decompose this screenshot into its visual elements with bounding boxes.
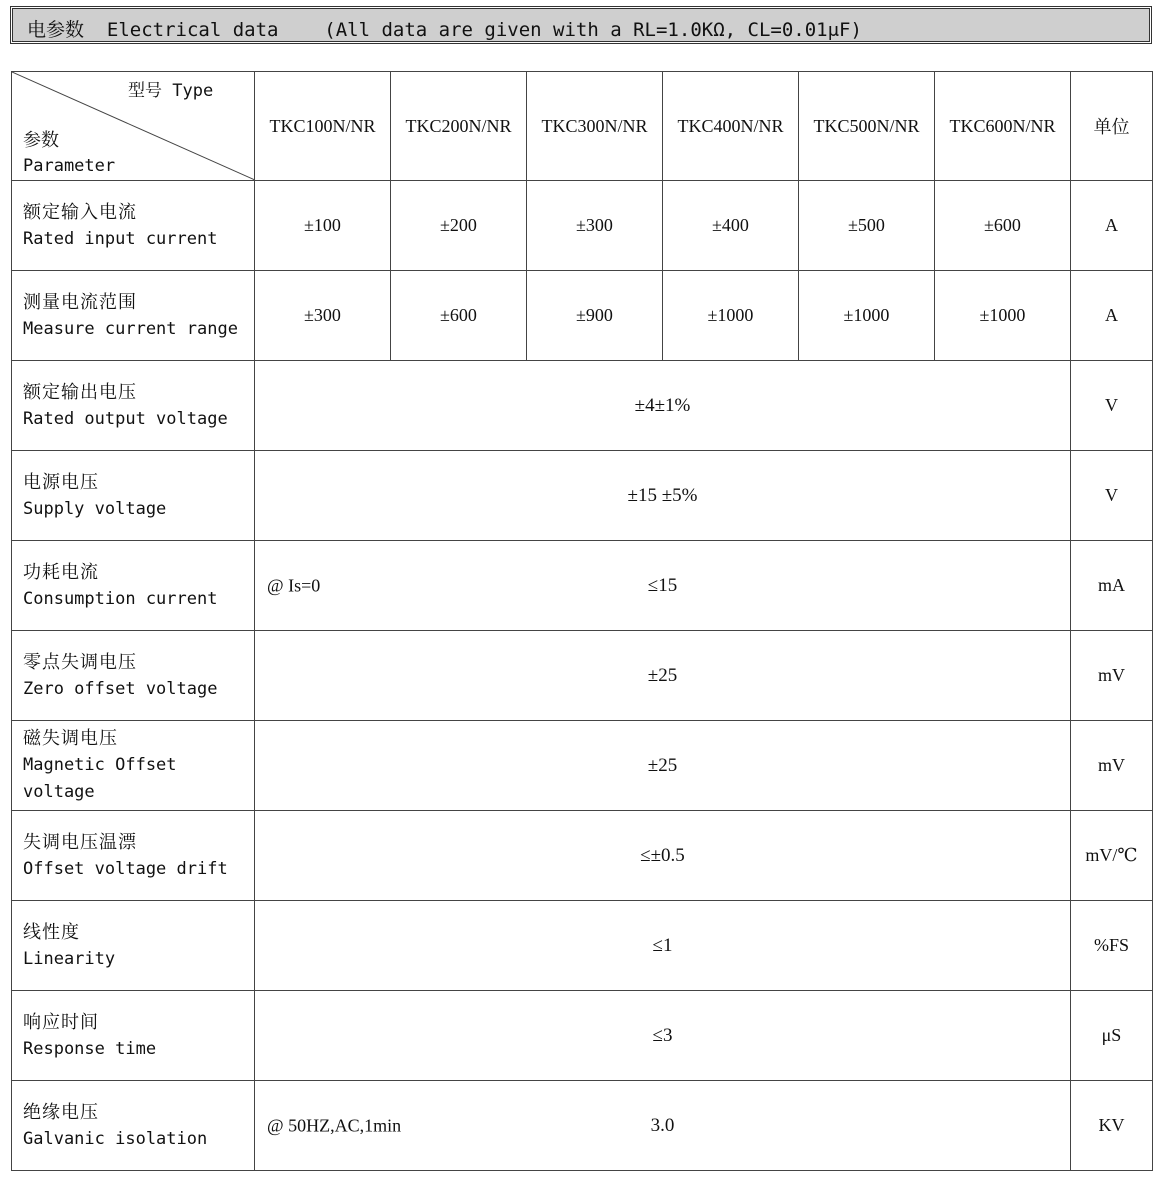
value-cell: ±200 [391, 181, 527, 271]
type-label-cn: 型号 [128, 81, 162, 101]
merged-value-cell [255, 991, 1071, 1081]
electrical-data-table [11, 71, 1153, 1171]
unit-cell: A [1071, 271, 1153, 361]
title-note: (All data are given with a RL=1.0KΩ, CL=0.01μF) [324, 19, 862, 41]
merged-value-cell [255, 631, 1071, 721]
value-cell: ±1000 [935, 271, 1071, 361]
value-cell: ±300 [527, 181, 663, 271]
parameter-name-cn: 零点失调电压 [23, 651, 137, 673]
parameter-cell [12, 271, 255, 361]
section-title-bar [12, 8, 1150, 42]
parameter-cell [12, 991, 255, 1081]
parameter-name-en: Response time [23, 1038, 157, 1059]
parameter-name-cn: 磁失调电压 [23, 728, 118, 749]
table-row [12, 361, 1153, 451]
parameter-name-cn: 线性度 [23, 921, 80, 943]
unit-cell: mV [1071, 721, 1153, 811]
parameter-cell [12, 631, 255, 721]
merged-value-cell [255, 1081, 1071, 1171]
parameter-name-cn: 绝缘电压 [23, 1101, 99, 1123]
unit-cell: V [1071, 451, 1153, 541]
parameter-name-en: Galvanic isolation [23, 1128, 208, 1149]
table-row [12, 991, 1153, 1081]
merged-value-cell [255, 361, 1071, 451]
parameter-label-en: Parameter [23, 156, 116, 176]
value-cell: ±1000 [663, 271, 799, 361]
parameter-name-en: Rated output voltage [23, 408, 228, 429]
parameter-name-en: Magnetic Offset voltage [23, 755, 177, 802]
parameter-name-cn: 电源电压 [23, 471, 99, 493]
header-row [12, 72, 1153, 181]
unit-cell: mA [1071, 541, 1153, 631]
parameter-label-cn: 参数 [23, 130, 59, 151]
merged-value-cell [255, 811, 1071, 901]
parameter-cell [12, 451, 255, 541]
value-text: ≤1 [652, 934, 673, 956]
table-row [12, 181, 1153, 271]
value-cell: ±300 [255, 271, 391, 361]
title-cn: 电参数 [27, 19, 85, 41]
model-header: TKC400N/NR [663, 72, 799, 181]
parameter-cell [12, 721, 255, 811]
table-row [12, 451, 1153, 541]
value-cell: ±1000 [799, 271, 935, 361]
value-text: ±4±1% [634, 394, 691, 416]
table-row [12, 811, 1153, 901]
model-header: TKC500N/NR [799, 72, 935, 181]
value-text: ≤±0.5 [640, 844, 685, 866]
value-text: ±25 [647, 754, 678, 776]
unit-cell: A [1071, 181, 1153, 271]
parameter-name-cn: 失调电压温漂 [23, 831, 137, 853]
parameter-name-cn: 功耗电流 [23, 561, 99, 583]
header-corner-cell [12, 72, 255, 181]
table-row [12, 271, 1153, 361]
test-condition: @ Is=0 [267, 575, 321, 595]
merged-value-cell [255, 721, 1071, 811]
type-label [128, 76, 213, 101]
unit-cell: V [1071, 361, 1153, 451]
type-label-en: Type [172, 81, 214, 101]
parameter-name-cn: 额定输出电压 [23, 381, 137, 403]
parameter-name-en: Consumption current [23, 588, 218, 609]
unit-cell: μS [1071, 991, 1153, 1081]
model-header: TKC300N/NR [527, 72, 663, 181]
parameter-cell [12, 811, 255, 901]
value-cell: ±600 [935, 181, 1071, 271]
table-row [12, 541, 1153, 631]
table-row [12, 721, 1153, 811]
unit-cell: mV/℃ [1071, 811, 1153, 901]
table-row [12, 1081, 1153, 1171]
section-title [27, 15, 862, 42]
merged-value-cell [255, 541, 1071, 631]
value-text: ≤3 [652, 1024, 673, 1046]
parameter-name-en: Zero offset voltage [23, 678, 218, 699]
value-cell: ±400 [663, 181, 799, 271]
merged-value-cell [255, 451, 1071, 541]
table-row [12, 901, 1153, 991]
value-cell: ±600 [391, 271, 527, 361]
parameter-cell [12, 361, 255, 451]
title-en: Electrical data [106, 19, 279, 41]
parameter-name-en: Supply voltage [23, 498, 167, 519]
parameter-name-en: Linearity [23, 948, 116, 969]
model-header: TKC200N/NR [391, 72, 527, 181]
table-row [12, 631, 1153, 721]
parameter-name-cn: 响应时间 [23, 1011, 99, 1033]
parameter-name-cn: 测量电流范围 [23, 291, 137, 313]
model-header: TKC600N/NR [935, 72, 1071, 181]
merged-value-cell [255, 901, 1071, 991]
value-cell: ±100 [255, 181, 391, 271]
value-cell: ±900 [527, 271, 663, 361]
value-text: ≤15 [647, 574, 678, 596]
unit-cell: mV [1071, 631, 1153, 721]
parameter-cell [12, 901, 255, 991]
parameter-name-en: Rated input current [23, 228, 218, 249]
value-text: 3.0 [650, 1114, 675, 1136]
test-condition: @ 50HZ,AC,1min [267, 1115, 402, 1135]
value-cell: ±500 [799, 181, 935, 271]
unit-header: 单位 [1071, 72, 1153, 181]
unit-cell: KV [1071, 1081, 1153, 1171]
value-text: ±15 ±5% [627, 484, 698, 506]
parameter-cell [12, 541, 255, 631]
parameter-cell [12, 181, 255, 271]
parameter-cell [12, 1081, 255, 1171]
value-text: ±25 [647, 664, 678, 686]
parameter-name-en: Measure current range [23, 318, 238, 339]
model-header: TKC100N/NR [255, 72, 391, 181]
unit-cell: %FS [1071, 901, 1153, 991]
parameter-name-en: Offset voltage drift [23, 858, 228, 879]
parameter-name-cn: 额定输入电流 [23, 201, 137, 223]
